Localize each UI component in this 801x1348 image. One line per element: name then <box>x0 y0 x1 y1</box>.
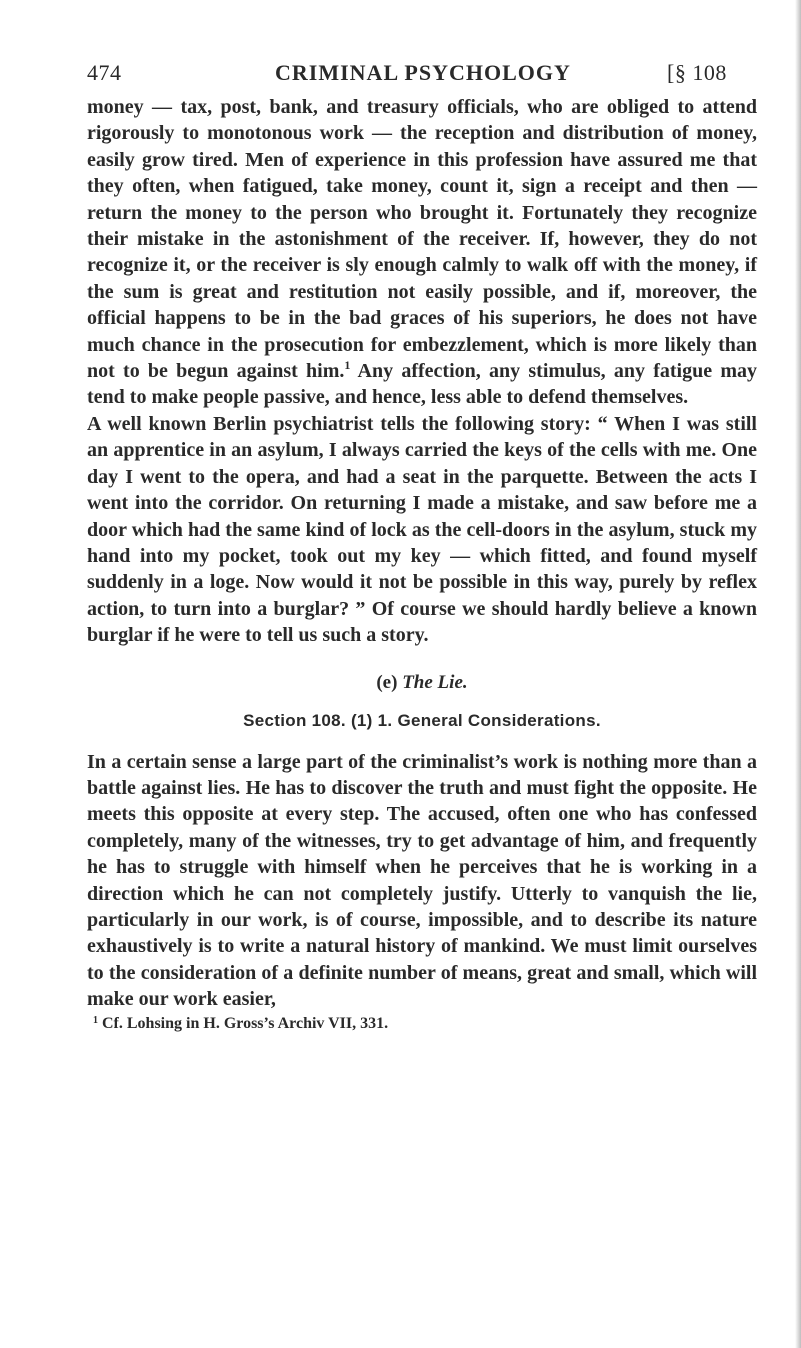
subheading-title: The Lie. <box>402 671 468 693</box>
footnote-text: Cf. Lohsing in H. Gross’s Archiv VII, 331. <box>102 1014 389 1032</box>
paragraph-text: Any affection, any stimulus, any fatigue may tend to make people passive, and hence, less able to defend themselves. <box>87 360 758 409</box>
footnote <box>87 1015 757 1033</box>
book-page <box>87 58 757 1033</box>
footnote-marker: 1 <box>93 1014 98 1026</box>
paragraph-money-officials <box>87 94 757 411</box>
running-title: CRIMINAL PSYCHOLOGY <box>275 60 571 85</box>
running-header <box>87 58 757 94</box>
section-mark: [§ 108 <box>667 60 727 85</box>
subheading-letter: (e) <box>376 671 398 693</box>
paragraph-text: In a certain sense a large part of the criminalist’s work is nothing more than a battle against lies. He has to discover the truth and must fight the opposite. He meets this opposite at every step. The accused, often one who has confessed completely, many of the witnesses, try to get advantage of him, and frequently he has to struggle with himself when he perceives that he is working in a direction which he can not completely justify. Utterly to vanquish the lie, particularly in our work, is of course, impossible, and to describe its nature exhaustively is to write a natural history of mankind. We must limit ourselves to the consideration of a definite number of means, great and small, which will make our work easier, <box>87 750 757 1011</box>
footnote-reference: 1 <box>344 358 351 373</box>
paragraph-text: A well known Berlin psychiatrist tells the following story: “ When I was still an apprentice in an asylum, I always carried the keys of the cells with me. One day I went to the opera, and had a seat in the parquette. Between the acts I went into the corridor. On returning I made a mistake, and saw before me a door which had the same kind of lock as the cell-doors in the asylum, stuck my hand into my pocket, took out my key — which fitted, and found myself suddenly in a loge. Now would it not be possible in this way, purely by reflex action, to turn into a burglar? ” Of course we should hardly believe a known burglar if he were to tell us such a story. <box>87 412 757 647</box>
paragraph-criminalist-work <box>87 749 757 1013</box>
subheading-the-lie <box>87 672 757 694</box>
section-heading: Section 108. (1) 1. General Considerations. <box>243 710 601 730</box>
body-text-lie <box>87 749 757 1013</box>
page-number: 474 <box>87 60 122 85</box>
page-edge-shadow <box>795 0 801 1348</box>
paragraph-text: money — tax, post, bank, and treasury officials, who are obliged to attend rigorously to monotonous work — the reception and distribution of money, easily grow tired. Men of experience in this profession have assured me that they often, when fatigued, take money, count it, sign a receipt and then — return the money to the person who brought it. Fortunately they recognize their mistake in the astonishment of the receiver. If, however, they do not recognize it, or the receiver is sly enough calmly to walk off with the money, if the sum is great and restitution not easily possible, and if, moreover, the official happens to be in the bad graces of his superiors, he does not have much chance in the prosecution for embezzlement, which is more likely than not to be begun against him. <box>87 96 757 383</box>
body-text <box>87 94 757 649</box>
paragraph-berlin-psychiatrist <box>87 411 757 649</box>
